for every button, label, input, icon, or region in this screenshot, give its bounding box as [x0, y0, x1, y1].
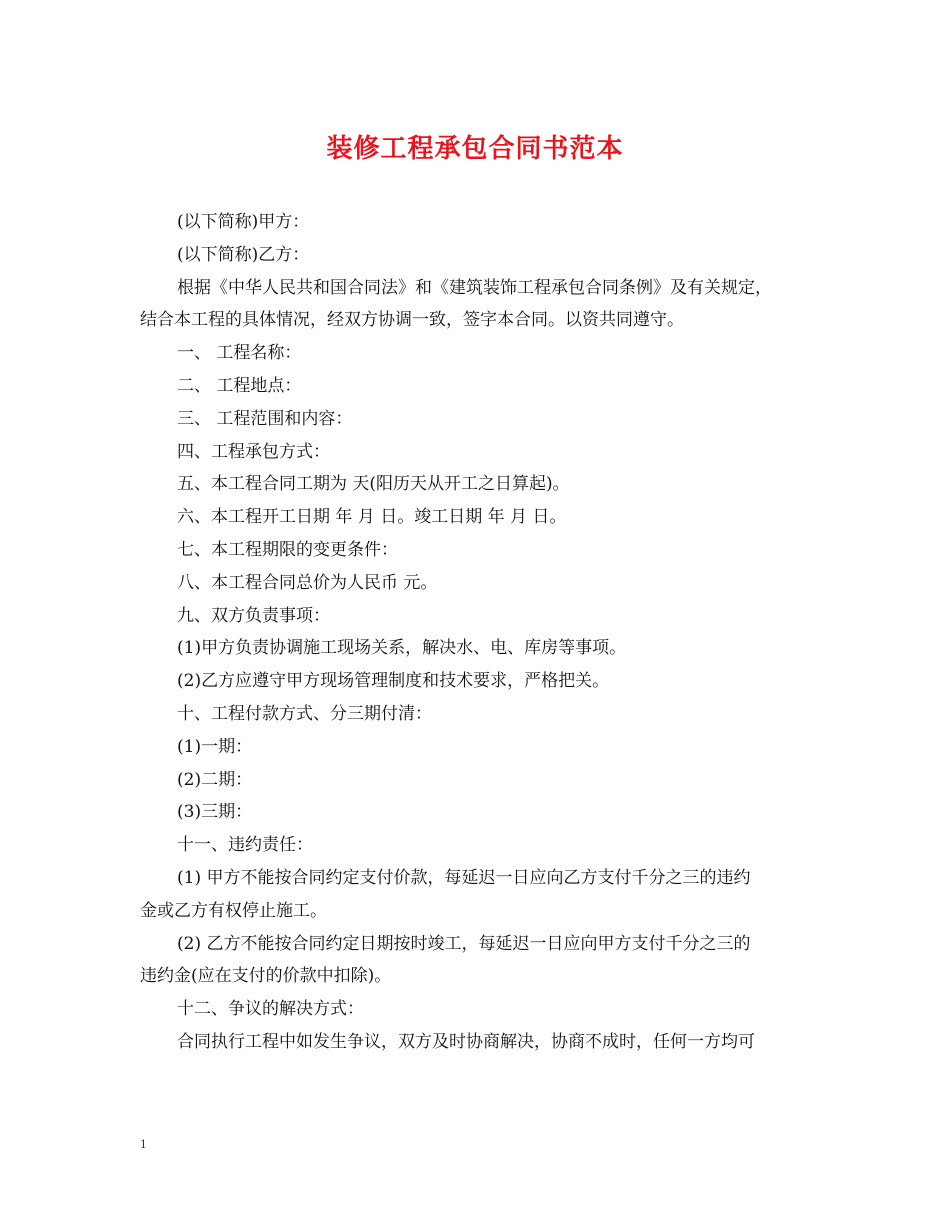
- paragraph: 四、工程承包方式：: [177, 441, 330, 462]
- paragraph: (2)乙方应遵守甲方现场管理制度和技术要求，严格把关。: [177, 671, 610, 692]
- paragraph: 十二、争议的解决方式：: [177, 999, 364, 1020]
- paragraph: 五、本工程合同工期为 天(阳历天从开工之日算起)。: [177, 474, 570, 495]
- paragraph: 违约金(应在支付的价款中扣除)。: [140, 966, 392, 987]
- paragraph: 结合本工程的具体情况，经双方协调一致，签字本合同。以资共同遵守。: [140, 310, 684, 331]
- paragraph: (1)甲方负责协调施工现场关系，解决水、电、库房等事项。: [177, 638, 627, 659]
- paragraph: 十一、违约责任：: [177, 835, 313, 856]
- page-number: 1: [140, 1136, 147, 1151]
- paragraph: 七、本工程期限的变更条件：: [177, 539, 398, 560]
- document-title: 装修工程承包合同书范本: [326, 134, 624, 164]
- paragraph: 金或乙方有权停止施工。: [140, 900, 327, 921]
- paragraph: (以下简称)甲方：: [177, 212, 310, 232]
- paragraph: 十、工程付款方式、分三期付清：: [177, 703, 432, 724]
- paragraph: 三、 工程范围和内容：: [177, 408, 353, 429]
- paragraph: 根据《中华人民共和国合同法》和《建筑装饰工程承包合同条例》及有关规定，: [177, 277, 772, 298]
- paragraph: 一、 工程名称：: [177, 343, 302, 364]
- document-body: [140, 206, 830, 1059]
- paragraph: (1) 甲方不能按合同约定支付价款，每延迟一日应向乙方支付千分之三的违约: [177, 867, 751, 888]
- paragraph: (以下简称)乙方：: [177, 244, 310, 265]
- paragraph: (2)二期：: [177, 769, 253, 790]
- paragraph: (3)三期：: [177, 802, 253, 823]
- paragraph: 九、双方负责事项：: [177, 605, 330, 626]
- paragraph: 合同执行工程中如发生争议，双方及时协商解决，协商不成时，任何一方均可: [177, 1031, 755, 1052]
- paragraph: 二、 工程地点：: [177, 375, 302, 396]
- paragraph: (2) 乙方不能按合同约定日期按时竣工，每延迟一日应向甲方支付千分之三的: [177, 933, 751, 954]
- paragraph: (1)一期：: [177, 736, 253, 757]
- paragraph: 八、本工程合同总价为人民币 元。: [177, 572, 438, 593]
- paragraph: 六、本工程开工日期 年 月 日。竣工日期 年 月 日。: [177, 507, 567, 528]
